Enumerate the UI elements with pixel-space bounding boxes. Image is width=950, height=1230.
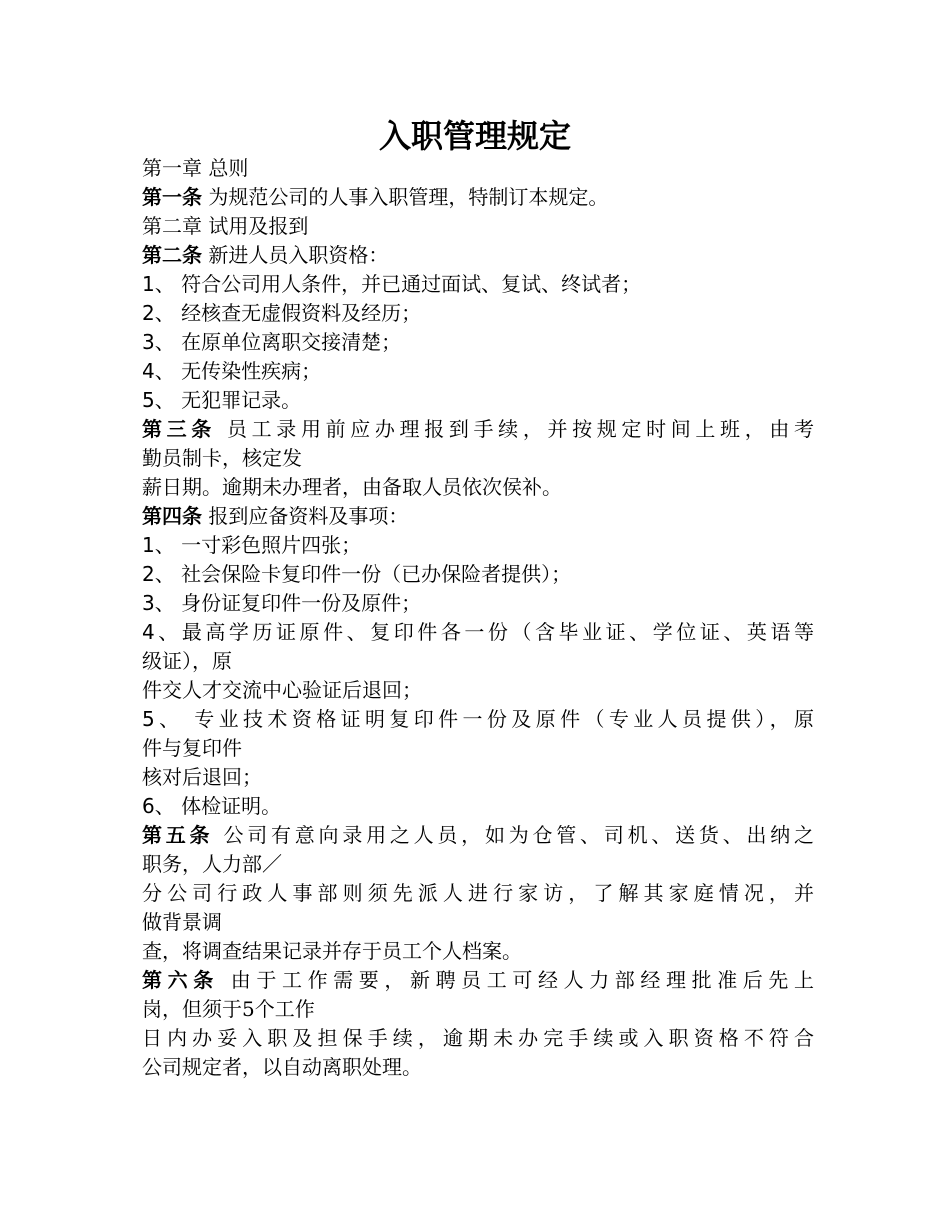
- line-text: 一寸彩色照片四张；: [174, 533, 362, 557]
- line-text: 岗，但须于5个工作: [142, 997, 315, 1021]
- item-number: 5、: [142, 388, 175, 412]
- document-body: [142, 154, 814, 1082]
- line-text: 身份证复印件一份及原件；: [174, 591, 422, 615]
- line-text: 做背景调: [142, 910, 222, 934]
- line-text: 公司规定者，以自动离职处理。: [142, 1055, 422, 1079]
- document-title: 入职管理规定: [378, 117, 571, 155]
- article-label: 第二条: [142, 243, 202, 267]
- line-text: 件与复印件: [142, 736, 242, 760]
- line-text: 级证），原: [142, 649, 232, 673]
- document-line: [142, 531, 814, 560]
- line-text: 符合公司用人条件，并已通过面试、复试、终试者；: [174, 272, 642, 296]
- document-line: [142, 1053, 814, 1082]
- item-number: 3、: [142, 591, 175, 615]
- document-line: [142, 154, 814, 183]
- document-line: [142, 734, 814, 763]
- document-line: [142, 357, 814, 386]
- line-text: 新进人员入职资格：: [202, 243, 389, 267]
- document-line: [142, 850, 814, 879]
- article-label: 第六条: [142, 968, 219, 992]
- document-line: [142, 183, 814, 212]
- line-text: 公司有意向录用之人员，如为仓管、司机、送货、出纳之: [213, 823, 815, 847]
- item-number: 3、: [142, 330, 175, 354]
- document-line: [142, 908, 814, 937]
- line-text: 由于工作需要，新聘员工可经人力部经理批准后先上: [218, 968, 815, 992]
- document-line: [142, 212, 814, 241]
- item-number: 4、: [142, 359, 175, 383]
- line-text: 无传染性疾病；: [174, 359, 322, 383]
- document-line: [142, 792, 814, 821]
- line-text: 日内办妥入职及担保手续，逾期未办完手续或入职资格不符合: [142, 1026, 814, 1050]
- document-line: [142, 241, 814, 270]
- item-number: 1、: [142, 533, 175, 557]
- article-label: 第四条: [142, 504, 202, 528]
- document-line: [142, 328, 814, 357]
- document-line: [142, 821, 814, 850]
- line-text: 第二章 试用及报到: [142, 214, 309, 238]
- line-text: 分公司行政人事部则须先派人进行家访，了解其家庭情况，并: [142, 881, 814, 905]
- item-number: 6、: [142, 794, 175, 818]
- document-line: [142, 705, 814, 734]
- document-line: [142, 937, 814, 966]
- document-line: [142, 879, 814, 908]
- document-line: [142, 299, 814, 328]
- item-number: 5、: [142, 707, 184, 731]
- line-text: 核对后退回；: [142, 765, 262, 789]
- line-text: 勤员制卡，核定发: [142, 446, 302, 470]
- line-text: 薪日期。逾期未办理者，由备取人员依次侯补。: [142, 475, 562, 499]
- document-line: [142, 415, 814, 444]
- line-text: 第一章 总则: [142, 156, 249, 180]
- document-line: [142, 589, 814, 618]
- line-text: 专业技术资格证明复印件一份及原件（专业人员提供），原: [183, 707, 814, 731]
- article-label: 第一条: [142, 185, 202, 209]
- line-text: 为规范公司的人事入职管理，特制订本规定。: [202, 185, 609, 209]
- document-line: [142, 995, 814, 1024]
- document-line: [142, 270, 814, 299]
- item-number: 1、: [142, 272, 175, 296]
- line-text: 报到应备资料及事项：: [202, 504, 409, 528]
- line-text: 在原单位离职交接清楚；: [174, 330, 402, 354]
- document-line: [142, 502, 814, 531]
- line-text: 经核查无虚假资料及经历；: [174, 301, 422, 325]
- line-text: 社会保险卡复印件一份（已办保险者提供）；: [174, 562, 572, 586]
- document-line: [142, 386, 814, 415]
- document-line: [142, 1024, 814, 1053]
- document-line: [142, 647, 814, 676]
- document-line: [142, 966, 814, 995]
- document-line: [142, 763, 814, 792]
- line-text: 最高学历证原件、复印件各一份（含毕业证、学位证、英语等: [181, 620, 815, 644]
- item-number: 2、: [142, 301, 175, 325]
- article-label: 第五条: [142, 823, 214, 847]
- document-line: [142, 618, 814, 647]
- item-number: 4、: [142, 620, 182, 644]
- line-text: 件交人才交流中心验证后退回；: [142, 678, 422, 702]
- article-label: 第三条: [142, 417, 216, 441]
- document-line: [142, 560, 814, 589]
- line-text: 无犯罪记录。: [174, 388, 302, 412]
- item-number: 2、: [142, 562, 175, 586]
- line-text: 体检证明。: [174, 794, 282, 818]
- line-text: 查，将调查结果记录并存于员工个人档案。: [142, 939, 522, 963]
- document-line: [142, 676, 814, 705]
- line-text: 职务，人力部／: [142, 852, 282, 876]
- document-line: [142, 473, 814, 502]
- line-text: 员工录用前应办理报到手续，并按规定时间上班，由考: [215, 417, 815, 441]
- document-line: [142, 444, 814, 473]
